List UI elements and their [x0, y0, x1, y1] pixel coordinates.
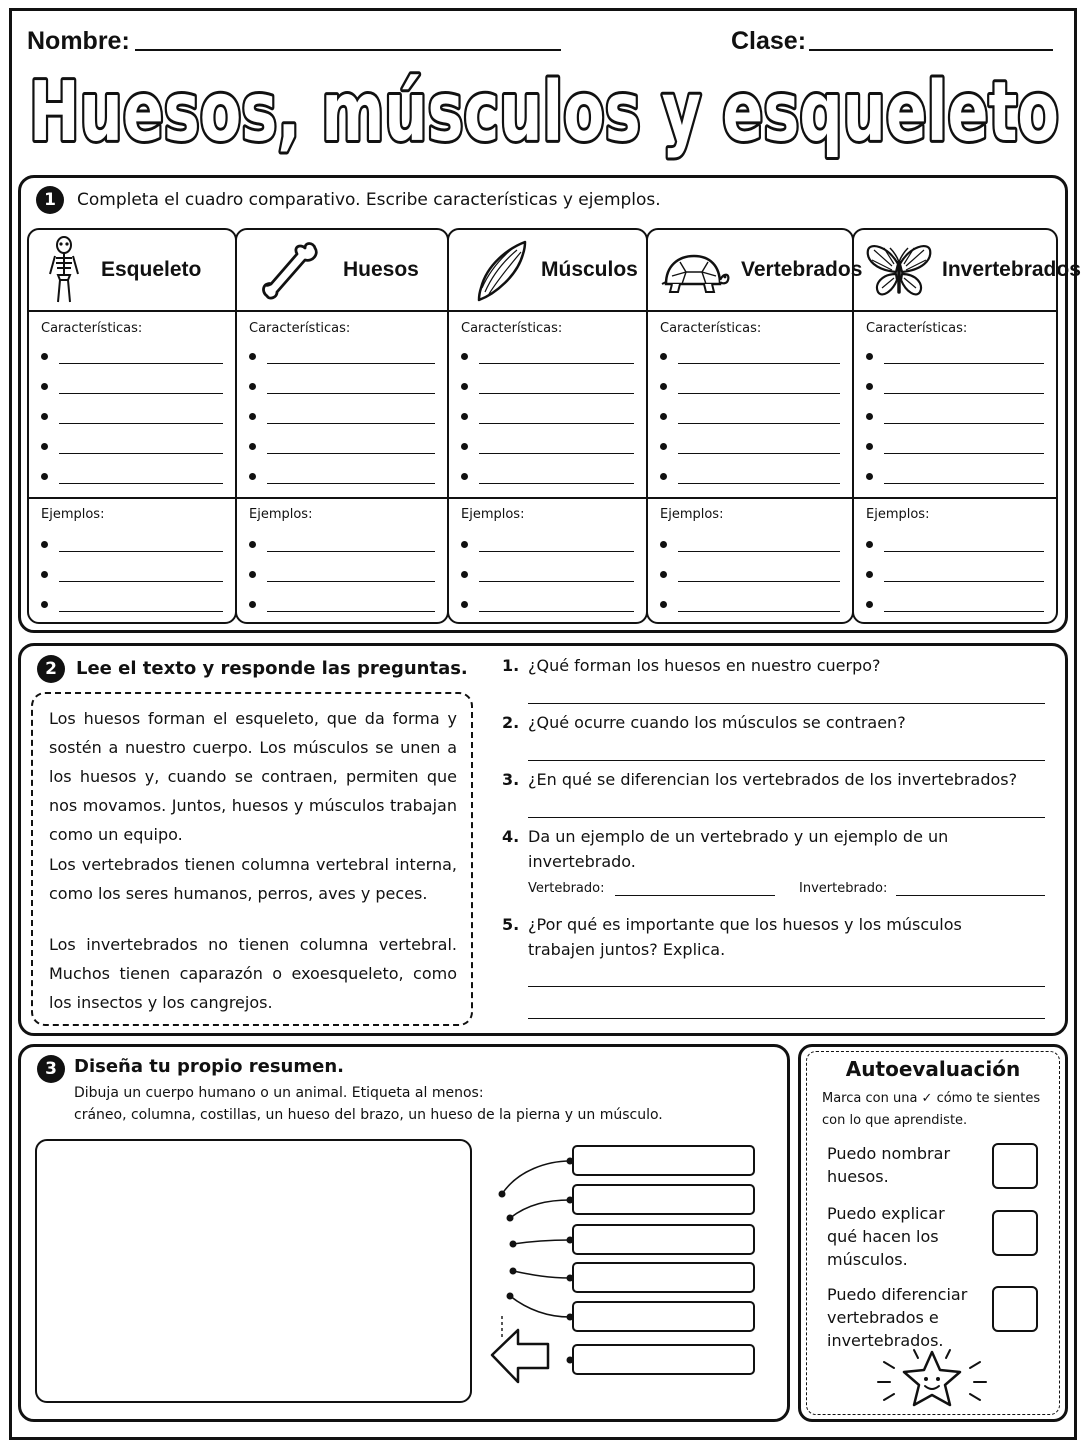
characteristic-line[interactable]: [660, 409, 840, 425]
example-line[interactable]: [461, 597, 634, 613]
comparison-column-huesos: [235, 228, 449, 624]
question-5-text: ¿Por qué es importante que los huesos y los músculos trabajen juntos? Explica.: [528, 915, 962, 959]
label-box-5[interactable]: [572, 1301, 755, 1332]
invertebrado-label: Invertebrado:: [799, 881, 888, 896]
self-evaluation-subtitle-2: con lo que aprendiste.: [822, 1113, 968, 1128]
column-header: [29, 230, 235, 312]
example-line[interactable]: [249, 537, 435, 553]
examples-label: Ejemplos:: [866, 507, 930, 522]
question-5-answer-line[interactable]: [528, 986, 1045, 987]
examples-label: Ejemplos:: [249, 507, 313, 522]
column-title: Músculos: [541, 258, 638, 281]
characteristic-line[interactable]: [461, 409, 634, 425]
question-3-text: ¿En qué se diferencian los vertebrados de los invertebrados?: [528, 770, 1018, 789]
column-title: Huesos: [343, 258, 419, 281]
name-label: Nombre:: [27, 27, 130, 55]
question-5-number: 5.: [502, 915, 520, 934]
characteristics-label: Características:: [461, 321, 563, 336]
example-line[interactable]: [660, 567, 840, 583]
reading-paragraph: Los vertebrados tienen columna vertebral interna, como los seres humanos, perros, aves y peces.: [49, 855, 457, 903]
example-line[interactable]: [41, 597, 223, 613]
skeleton-icon: [47, 236, 81, 308]
question-2-text: ¿Qué ocurre cuando los músculos se contraen?: [528, 713, 906, 732]
characteristic-line[interactable]: [866, 439, 1044, 455]
characteristics-label: Características:: [249, 321, 351, 336]
page-title: [22, 62, 1066, 168]
class-input-line[interactable]: [809, 49, 1053, 51]
characteristic-line[interactable]: [866, 349, 1044, 365]
class-label: Clase:: [731, 27, 807, 55]
smiling-star-icon: [872, 1342, 992, 1418]
examples-label: Ejemplos:: [461, 507, 525, 522]
characteristic-line[interactable]: [249, 439, 435, 455]
characteristics-label: Características:: [660, 321, 762, 336]
column-header: [449, 230, 646, 312]
example-line[interactable]: [866, 597, 1044, 613]
vertebrado-label: Vertebrado:: [528, 881, 605, 896]
section-3-subtext-2: cráneo, columna, costillas, un hueso del brazo, un hueso de la pierna y un músculo.: [74, 1107, 663, 1123]
characteristic-line[interactable]: [249, 469, 435, 485]
column-divider: [237, 497, 447, 499]
characteristics-label: Características:: [866, 321, 968, 336]
self-evaluation-subtitle-1: Marca con una ✓ cómo te sientes: [822, 1091, 1041, 1106]
label-box-6[interactable]: [572, 1344, 755, 1375]
characteristic-line[interactable]: [461, 349, 634, 365]
example-line[interactable]: [41, 567, 223, 583]
characteristic-line[interactable]: [41, 469, 223, 485]
examples-label: Ejemplos:: [660, 507, 724, 522]
question-4-text: Da un ejemplo de un vertebrado y un ejemplo de un invertebrado.: [528, 827, 949, 871]
characteristic-line[interactable]: [660, 379, 840, 395]
page-title-text: Huesos, músculos y esqueleto: [29, 65, 1059, 160]
question-3-number: 3.: [502, 770, 520, 789]
label-box-1[interactable]: [572, 1145, 755, 1176]
question-2-number: 2.: [502, 713, 520, 732]
section-1-number: 1: [36, 186, 64, 214]
self-eval-item-1: Puedo nombrar huesos.: [827, 1144, 951, 1186]
characteristic-line[interactable]: [41, 379, 223, 395]
example-line[interactable]: [41, 537, 223, 553]
characteristic-line[interactable]: [41, 439, 223, 455]
question-4-number: 4.: [502, 827, 520, 846]
section-3-number: 3: [37, 1055, 65, 1083]
invertebrado-answer-line[interactable]: [896, 895, 1045, 896]
label-box-4[interactable]: [572, 1262, 755, 1293]
characteristic-line[interactable]: [41, 409, 223, 425]
examples-label: Ejemplos:: [41, 507, 105, 522]
column-divider: [854, 497, 1056, 499]
example-line[interactable]: [866, 537, 1044, 553]
comparison-column-vertebrados: [646, 228, 863, 624]
comparison-column-invertebrados: [852, 228, 1081, 624]
example-line[interactable]: [660, 597, 840, 613]
column-title: Vertebrados: [741, 258, 863, 281]
example-line[interactable]: [249, 597, 435, 613]
vertebrado-answer-line[interactable]: [615, 895, 775, 896]
column-divider: [449, 497, 646, 499]
characteristic-line[interactable]: [461, 379, 634, 395]
reading-paragraph: Los huesos forman el esqueleto, que da forma y sostén a nuestro cuerpo. Los músculos se unen a los huesos y, cuando se contraen, permiten que nos movamos. Juntos, huesos y músculos trabajan como un equipo.: [49, 709, 457, 844]
column-header: [648, 230, 863, 312]
characteristic-line[interactable]: [866, 409, 1044, 425]
comparison-column-músculos: [447, 228, 648, 624]
characteristic-line[interactable]: [660, 469, 840, 485]
section-2-instruction: Lee el texto y responde las preguntas.: [76, 658, 468, 679]
column-title: Esqueleto: [101, 258, 202, 281]
question-1-number: 1.: [502, 656, 520, 675]
muscle-icon: [473, 238, 531, 308]
example-line[interactable]: [461, 567, 634, 583]
section-3-instruction: Diseña tu propio resumen.: [74, 1056, 344, 1077]
example-line[interactable]: [249, 567, 435, 583]
bone-icon: [257, 238, 325, 306]
column-header: [237, 230, 447, 312]
section-1-instruction: Completa el cuadro comparativo. Escribe características y ejemplos.: [77, 190, 661, 210]
comparison-column-esqueleto: [27, 228, 237, 624]
butterfly-icon: [864, 240, 934, 306]
section-3-subtext-1: Dibuja un cuerpo humano o un animal. Etiqueta al menos:: [74, 1085, 484, 1101]
column-divider: [648, 497, 852, 499]
question-1-text: ¿Qué forman los huesos en nuestro cuerpo?: [528, 656, 881, 675]
question-1-answer-line[interactable]: [528, 703, 1045, 704]
characteristic-line[interactable]: [660, 349, 840, 365]
drawing-area[interactable]: [35, 1139, 472, 1403]
turtle-icon: [658, 250, 730, 300]
example-line[interactable]: [866, 567, 1044, 583]
question-3-answer-line[interactable]: [528, 817, 1045, 818]
label-box-3[interactable]: [572, 1224, 755, 1255]
characteristic-line[interactable]: [461, 439, 634, 455]
characteristics-label: Características:: [41, 321, 143, 336]
self-eval-checkbox-3[interactable]: [992, 1286, 1038, 1332]
question-5-answer-line[interactable]: [528, 1018, 1045, 1019]
example-line[interactable]: [461, 537, 634, 553]
name-input-line[interactable]: [135, 49, 561, 51]
characteristic-line[interactable]: [249, 379, 435, 395]
characteristic-line[interactable]: [866, 379, 1044, 395]
characteristic-line[interactable]: [660, 439, 840, 455]
column-title: Invertebrados: [942, 258, 1081, 281]
self-eval-item-3: Puedo diferenciar vertebrados e invertebrados.: [827, 1285, 968, 1350]
column-divider: [29, 497, 235, 499]
characteristic-line[interactable]: [461, 469, 634, 485]
characteristic-line[interactable]: [249, 349, 435, 365]
self-eval-checkbox-1[interactable]: [992, 1143, 1038, 1189]
question-2-answer-line[interactable]: [528, 760, 1045, 761]
reading-paragraph: Los invertebrados no tienen columna vertebral. Muchos tienen caparazón o exoesqueleto, como los insectos y los cangrejos.: [49, 935, 457, 1012]
self-eval-checkbox-2[interactable]: [992, 1210, 1038, 1256]
characteristic-line[interactable]: [866, 469, 1044, 485]
self-evaluation-title: Autoevaluación: [845, 1057, 1021, 1081]
example-line[interactable]: [660, 537, 840, 553]
self-eval-item-2: Puedo explicar qué hacen los músculos.: [827, 1204, 945, 1269]
characteristic-line[interactable]: [41, 349, 223, 365]
reading-text-box: [31, 692, 473, 1026]
section-2-number: 2: [37, 655, 65, 683]
label-connector-lines: [488, 1140, 578, 1390]
column-header: [854, 230, 1081, 312]
characteristic-line[interactable]: [249, 409, 435, 425]
label-box-2[interactable]: [572, 1184, 755, 1215]
